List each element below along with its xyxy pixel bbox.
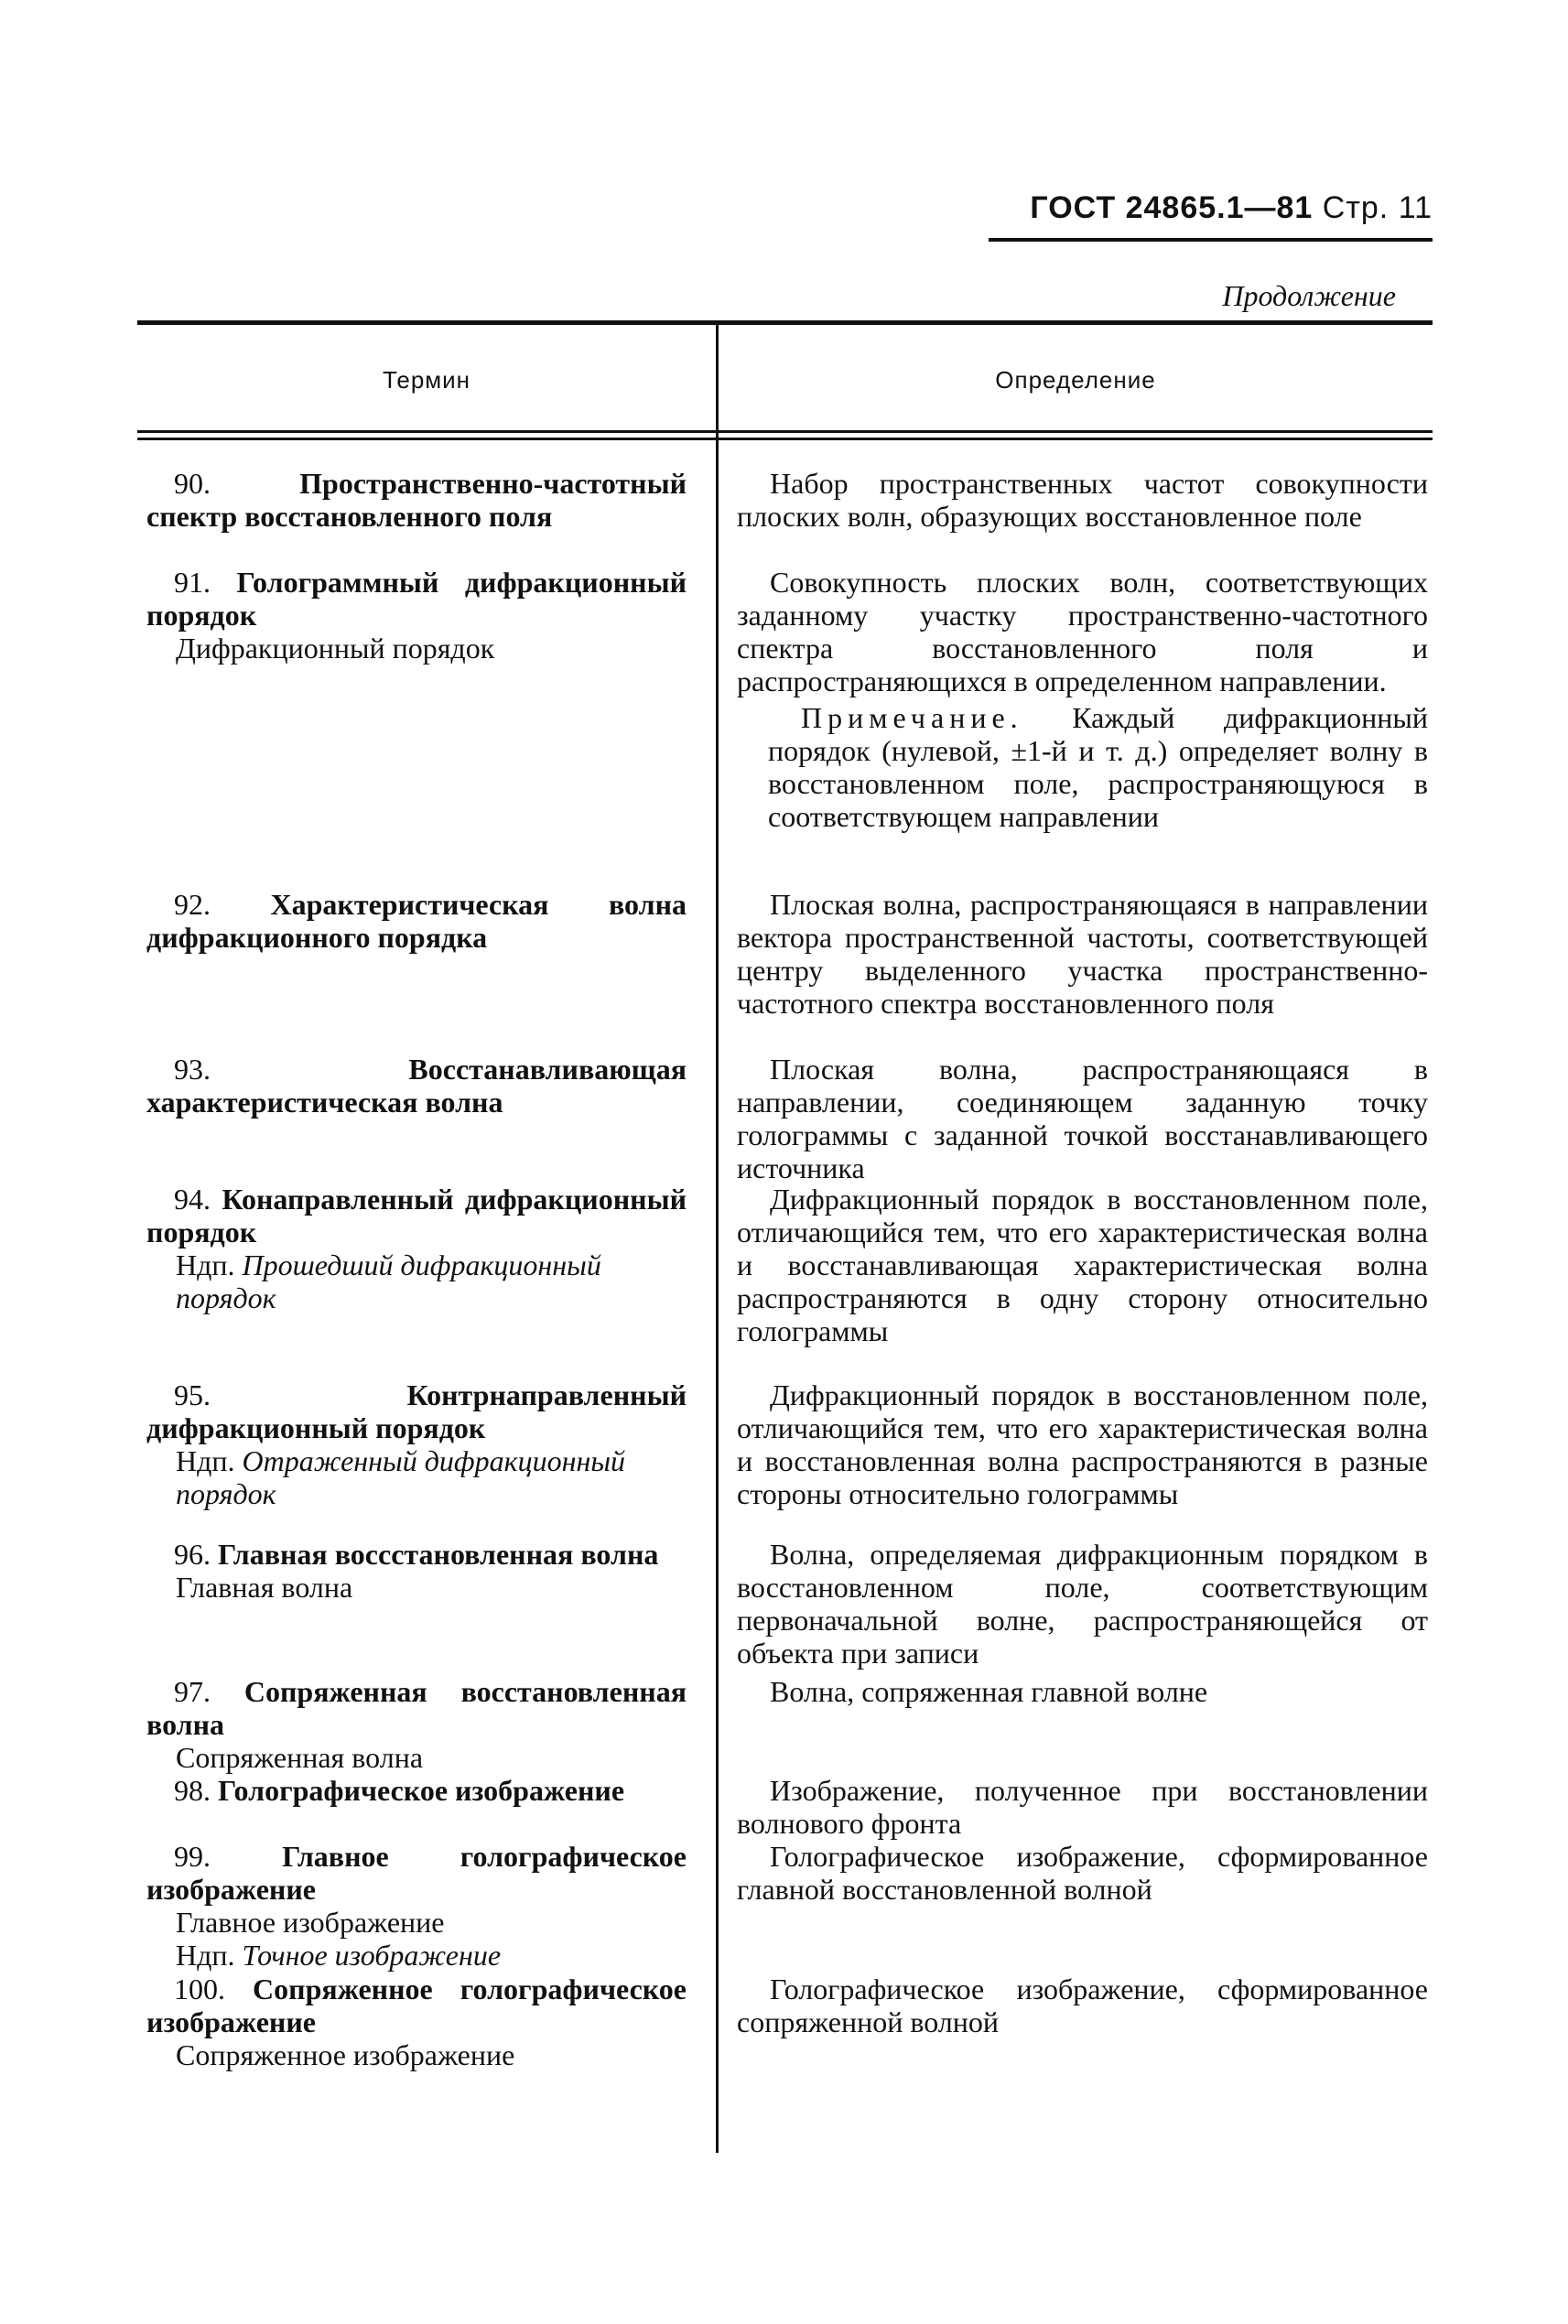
term-ndp: Ндп. Прошедший дифракционный порядок <box>176 1248 601 1314</box>
term-label: 91. Голограммный дифракционный порядок <box>146 566 687 632</box>
page-number: Стр. 11 <box>1322 190 1433 225</box>
term-label: 96. Главная воссстановленная волна <box>174 1538 659 1571</box>
term-entry-98 <box>146 1774 687 1807</box>
definition-99: Голографическое изображение, сформированное главной восстановленной волной <box>737 1840 1428 1906</box>
term-label: 90. Пространственно-частотный спектр восстановленного поля <box>146 467 687 533</box>
page-header <box>989 190 1433 226</box>
definition-98: Изображение, полученное при восстановлении волнового фронта <box>737 1774 1428 1840</box>
term-label: 92. Характеристическая волна дифракционного порядка <box>146 888 687 954</box>
definition-92: Плоская волна, распространяющаяся в направлении вектора пространственной частоты, соответствующей центру выделенного участка пространственно-частотного спектра восстановленного поля <box>737 888 1428 1020</box>
header-rule-2 <box>137 438 1433 440</box>
term-entry-94 <box>146 1183 687 1314</box>
definition-91: Совокупность плоских волн, соответствующих заданному участку пространственно-частотного спектра восстановленного поля и распространяющихся в определенном направлении. Примечание. Каждый дифракционный порядок (нулевой, ±1-й и т. д.) определяет волну в восстановленном поле, распространяющуюся в соответствующем направлении <box>737 566 1429 833</box>
term-synonym: Сопряженная волна <box>176 1741 424 1774</box>
term-entry-100 <box>146 1973 687 2071</box>
column-header-definition: Определение <box>995 366 1156 394</box>
term-label: 94. Конаправленный дифракционный порядок <box>146 1183 687 1248</box>
definition-100: Голографическое изображение, сформированное сопряженной волной <box>737 1973 1428 2038</box>
term-entry-93 <box>146 1053 687 1119</box>
term-synonym: Дифракционный порядок <box>176 632 495 665</box>
definition-94: Дифракционный порядок в восстановленном поле, отличающийся тем, что его характеристическая волна и восстанавливающая характеристическая волна распространяются в одну сторону относительно голограммы <box>737 1183 1428 1347</box>
continuation-label: Продолжение <box>1222 279 1396 312</box>
term-entry-92 <box>146 888 687 954</box>
term-label: 100. Сопряженное голографическое изображение <box>146 1973 687 2038</box>
header-rule <box>989 238 1433 242</box>
definition-note: Примечание. Каждый дифракционный порядок (нулевой, ±1-й и т. д.) определяет волну в восстановленном поле, распространяющуюся в соответствующем направлении <box>768 701 1429 833</box>
definition-96: Волна, определяемая дифракционным порядком в восстановленном поле, соответствующим первоначальной волне, распространяющейся от объекта при записи <box>737 1538 1428 1670</box>
term-synonym: Сопряженное изображение <box>176 2038 515 2071</box>
term-synonym: Главная волна <box>176 1571 353 1604</box>
term-ndp: Ндп. Точное изображение <box>176 1939 502 1972</box>
term-synonym: Главное изображение <box>176 1906 445 1939</box>
term-label: 95. Контрнаправленный дифракционный порядок <box>146 1378 687 1444</box>
definition-97: Волна, сопряженная главной волне <box>770 1675 1208 1708</box>
term-entry-97 <box>146 1675 687 1774</box>
term-entry-99 <box>146 1840 687 1972</box>
standard-number: ГОСТ 24865.1—81 <box>1030 190 1314 225</box>
header-rule-1 <box>137 430 1433 433</box>
definition-90: Набор пространственных частот совокупности плоских волн, образующих восстановленное поле <box>737 467 1428 533</box>
term-label: 99. Главное голографическое изображение <box>146 1840 687 1906</box>
term-label: 98. Голографическое изображение <box>174 1774 625 1807</box>
term-entry-90 <box>146 467 687 533</box>
column-header-term: Термин <box>382 366 471 394</box>
term-label: 93. Восстанавливающая характеристическая волна <box>146 1053 687 1119</box>
definition-93: Плоская волна, распространяющаяся в направлении, соединяющем заданную точку голограммы с заданной точкой восстанавливающего источника <box>737 1053 1428 1184</box>
definition-95: Дифракционный порядок в восстановленном поле, отличающийся тем, что его характеристическая волна и восстановленная волна распространяются в разные стороны относительно голограммы <box>737 1378 1428 1510</box>
term-entry-96 <box>146 1538 687 1604</box>
table-top-rule <box>137 320 1433 325</box>
term-ndp: Ндп. Отраженный дифракционный порядок <box>176 1444 625 1510</box>
term-entry-91 <box>146 566 687 665</box>
column-divider <box>716 322 719 2153</box>
term-label: 97. Сопряженная восстановленная волна <box>146 1675 687 1741</box>
term-entry-95 <box>146 1378 687 1510</box>
